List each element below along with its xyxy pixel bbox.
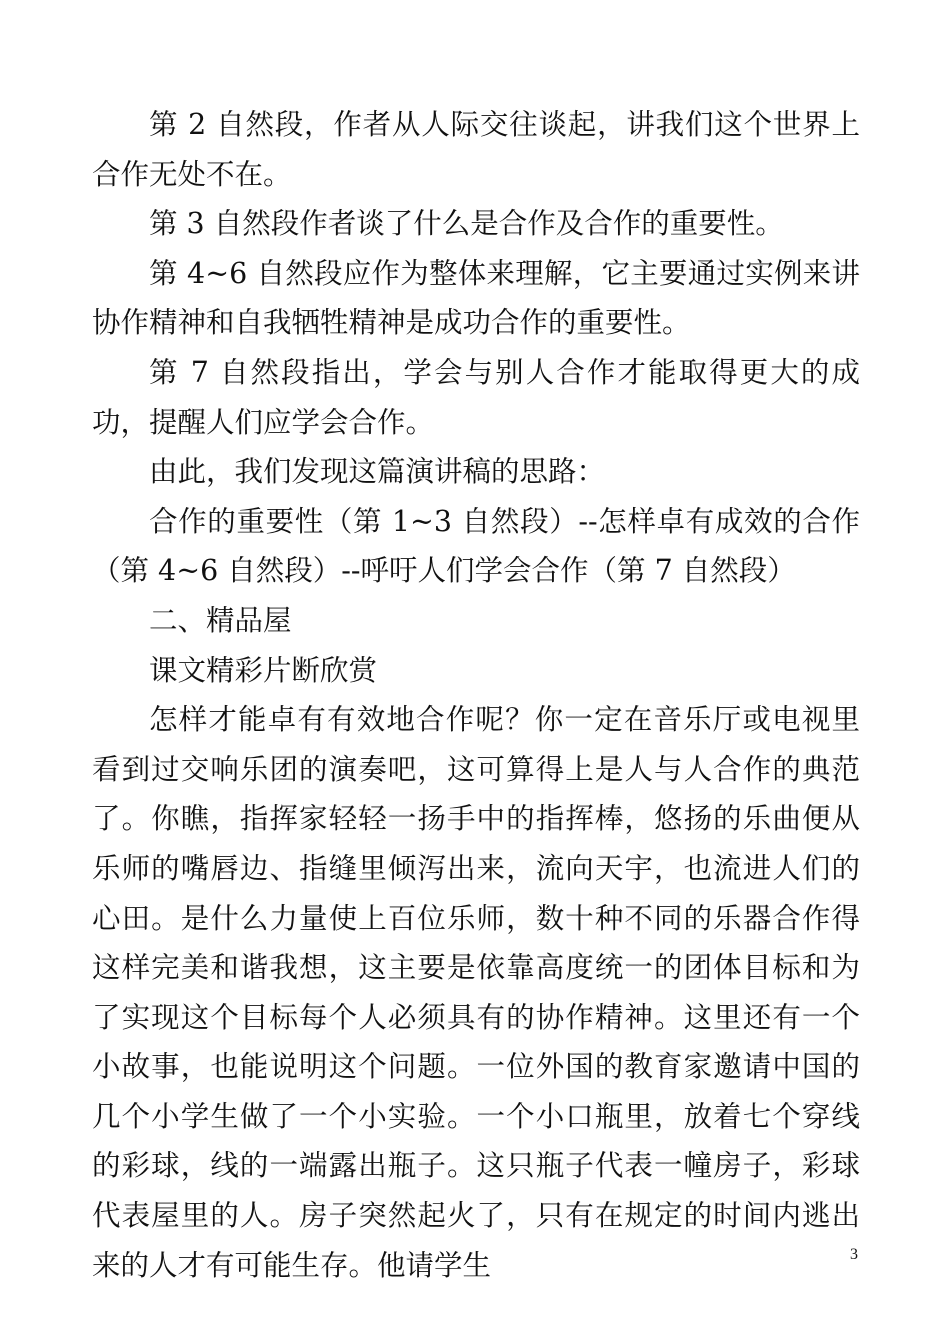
document-body	[92, 100, 860, 1290]
paragraph-summary-intro: 由此，我们发现这篇演讲稿的思路：	[149, 455, 606, 489]
page-number: 3	[850, 1246, 858, 1263]
section-heading: 二、精品屋	[149, 603, 292, 637]
paragraph-excerpt: 怎样才能卓有有效地合作呢？你一定在音乐厅或电视里看到过交响乐团的演奏吧，这可算得上是人与人合作的典范了。你瞧，指挥家轻轻一扬手中的指挥棒，悠扬的乐曲便从乐师的嘴唇边、指缝里倾泻出来，流向天宇，也流进人们的心田。是什么力量使上百位乐师，数十种不同的乐器合作得这样完美和谐我想，这主要是依靠高度统一的团体目标和为了实现这个目标每个人必须具有的协作精神。这里还有一个小故事，也能说明这个问题。一位外国的教育家邀请中国的几个小学生做了一个小实验。一个小口瓶里，放着七个穿线的彩球，线的一端露出瓶子。这只瓶子代表一幢房子，彩球代表屋里的人。房子突然起火了，只有在规定的时间内逃出来的人才有可能生存。他请学生	[92, 703, 860, 1282]
paragraph-section-7: 第 7 自然段指出，学会与别人合作才能取得更大的成功，提醒人们应学会合作。	[92, 355, 860, 439]
paragraph-outline: 合作的重要性（第 1~3 自然段）--怎样卓有成效的合作（第 4~6 自然段）--呼吁人们学会合作（第 7 自然段）	[92, 504, 860, 588]
paragraph-section-2: 第 2 自然段，作者从人际交往谈起，讲我们这个世界上合作无处不在。	[92, 108, 860, 191]
paragraph-section-3: 第 3 自然段作者谈了什么是合作及合作的重要性。	[149, 207, 784, 241]
paragraph-section-4-6: 第 4~6 自然段应作为整体来理解，它主要通过实例来讲协作精神和自我牺牲精神是成功合作的重要性。	[92, 256, 860, 340]
subsection-heading: 课文精彩片断欣赏	[149, 653, 378, 687]
